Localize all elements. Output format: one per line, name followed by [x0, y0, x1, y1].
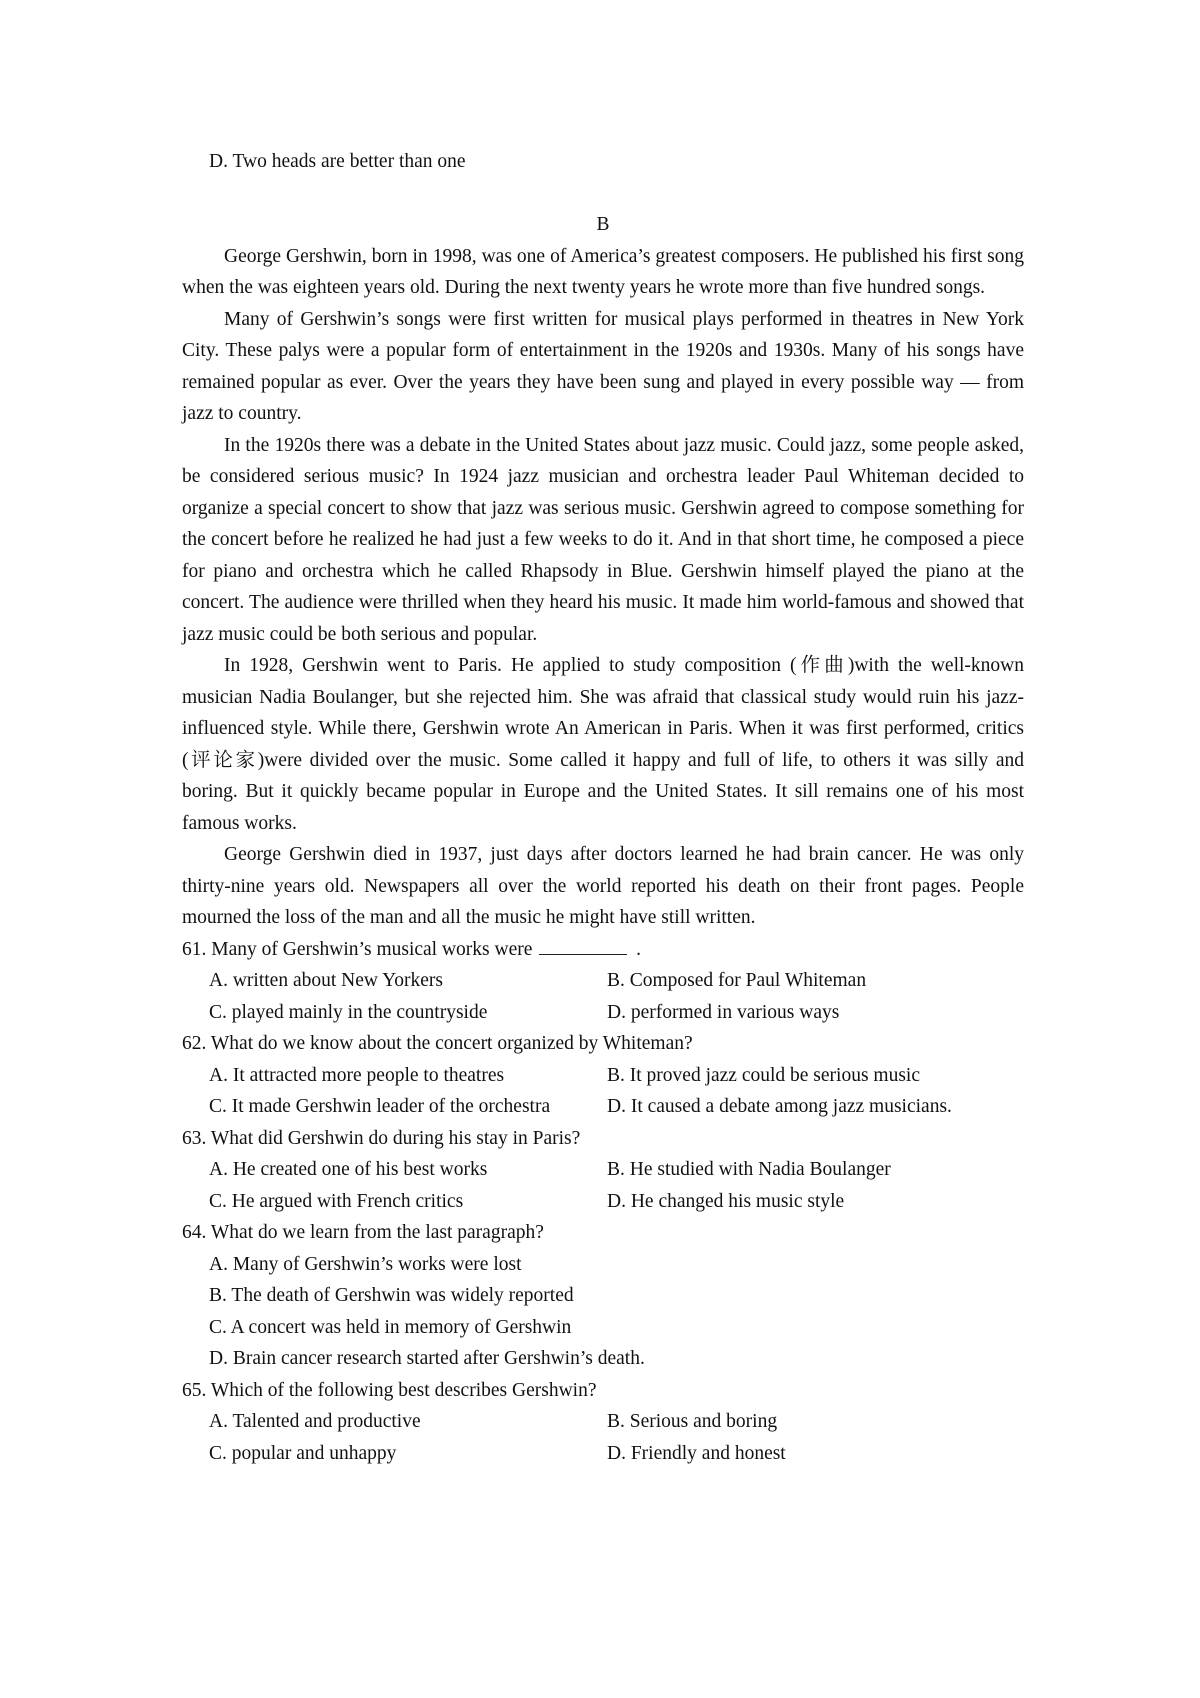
passage-paragraph-2: Many of Gershwin’s songs were first written for musical plays performed in theatres in New York City. These palys were a popular form of entertainment in the 1920s and 1930s. Many of his songs have remained popular as ever. Over the years they have been sung and played in every possible way — from jazz to country.: [182, 308, 1024, 424]
question-number: 62.: [182, 1033, 207, 1054]
option-d: D. It caused a debate among jazz musicians.: [607, 1096, 952, 1117]
passage-paragraph-5: George Gershwin died in 1937, just days after doctors learned he had brain cancer. He was only thirty-nine years old. Newspapers all over the world reported his death on their front pages. People mourned the loss of the man and all the music he might have still written.: [182, 844, 1024, 928]
option-a: A. It attracted more people to theatres: [209, 1064, 505, 1086]
question-text: What did Gershwin do during his stay in Paris?: [210, 1127, 581, 1149]
option-a: A. Many of Gershwin’s works were lost: [209, 1253, 522, 1275]
passage-paragraph-3: In the 1920s there was a debate in the United States about jazz music. Could jazz, some people asked, be considered serious music? In 1924 jazz musician and orchestra leader Paul Whiteman decided to organize a special concert to show that jazz was serious music. Gershwin agreed to compose something for the concert before he realized he had just a few weeks to do it. And in that short time, he composed a piece for piano and orchestra which he called Rhapsody in Blue. Gershwin himself played the piano at the concert. The audience were thrilled when they heard his music. It made him world-famous and showed that jazz music could be both serious and popular.: [182, 434, 1024, 645]
option-d: D. He changed his music style: [607, 1190, 845, 1212]
option-c: C. played mainly in the countryside: [209, 1001, 488, 1023]
section-label: B: [596, 214, 610, 235]
previous-question-option-d: D. Two heads are better than one: [209, 151, 466, 172]
option-c: C. It made Gershwin leader of the orchestra: [209, 1096, 551, 1117]
option-c: C. popular and unhappy: [209, 1442, 397, 1464]
options: [182, 1060, 1024, 1123]
passage-paragraph-1: George Gershwin, born in 1998, was one of America’s greatest composers. He published his first song when the was eighteen years old. During the next twenty years he wrote more than five hundred songs.: [182, 245, 1024, 298]
option-d: D. Brain cancer research started after Gershwin’s death.: [209, 1348, 645, 1369]
option-b: B. It proved jazz could be serious music: [607, 1064, 920, 1086]
question-63: [182, 1123, 1024, 1218]
question-text: What do we learn from the last paragraph?: [210, 1222, 544, 1243]
question-62: [182, 1028, 1024, 1123]
option-d: D. Friendly and honest: [607, 1442, 786, 1464]
question-number: 63.: [182, 1127, 207, 1149]
question-stem: [182, 1028, 1024, 1060]
question-stem: [182, 934, 1024, 966]
option-a: A. Talented and productive: [209, 1411, 421, 1432]
question-stem: [182, 1375, 1024, 1407]
option-c: C. He argued with French critics: [209, 1190, 464, 1212]
answer-blank: [539, 953, 627, 955]
option-b: B. He studied with Nadia Boulanger: [607, 1159, 891, 1180]
question-number: 65.: [182, 1379, 207, 1401]
question-stem: [182, 1217, 1024, 1249]
question-64: [182, 1217, 1024, 1375]
reading-passage: [182, 241, 1024, 934]
passage-paragraph-4: In 1928, Gershwin went to Paris. He applied to study composition (作曲)with the well-known musician Nadia Boulanger, but she rejected him. She was afraid that classical study would ruin his jazz-influenced style. While there, Gershwin wrote An American in Paris. When it was first performed, critics (评论家)were divided over the music. Some called it happy and full of life, to others it was silly and boring. But it quickly became popular in Europe and the United States. It sill remains one of his most famous works.: [182, 655, 1024, 834]
question-number: 61.: [182, 938, 207, 960]
exam-page: [182, 146, 1024, 1469]
option-a: A. written about New Yorkers: [209, 970, 443, 991]
question-65: [182, 1375, 1024, 1470]
question-text: Many of Gershwin’s musical works were: [211, 938, 533, 960]
option-a: A. He created one of his best works: [209, 1159, 488, 1180]
options: [182, 965, 1024, 1028]
options: [182, 1154, 1024, 1217]
question-text: What do we know about the concert organized by Whiteman?: [210, 1033, 693, 1054]
question-number: 64.: [182, 1222, 207, 1243]
option-b: B. Composed for Paul Whiteman: [607, 970, 867, 991]
options: [182, 1249, 1024, 1375]
question-suffix: .: [636, 938, 642, 960]
options: [182, 1406, 1024, 1469]
option-b: B. Serious and boring: [607, 1411, 778, 1432]
option-b: B. The death of Gershwin was widely reported: [209, 1285, 574, 1306]
option-c: C. A concert was held in memory of Gershwin: [209, 1316, 572, 1338]
question-stem: [182, 1123, 1024, 1155]
option-d: D. performed in various ways: [607, 1001, 840, 1023]
question-text: Which of the following best describes Gershwin?: [210, 1379, 597, 1401]
question-61: [182, 934, 1024, 1029]
